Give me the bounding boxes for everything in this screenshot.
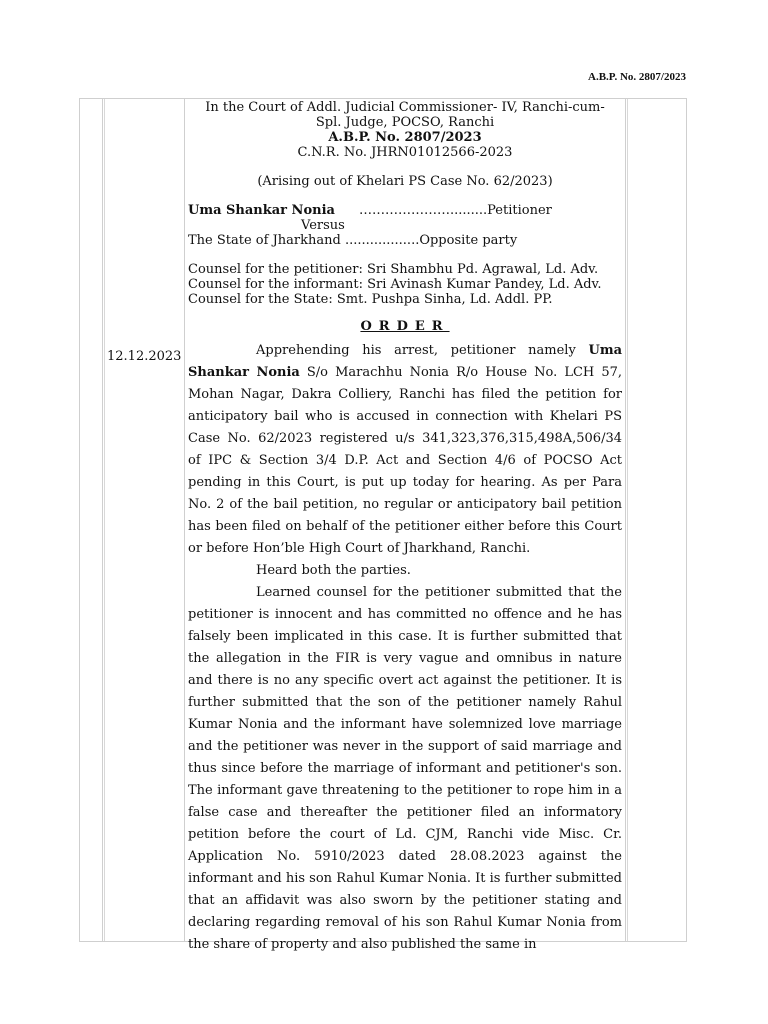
arising-out-of: (Arising out of Khelari PS Case No. 62/2023) [257, 174, 553, 189]
respondent-line: The State of Jharkhand ..................Opposite party [188, 233, 518, 248]
order-heading: ORDER [360, 319, 450, 334]
order-paragraph-3: Learned counsel for the petitioner submitted that the petitioner is innocent and has committed no offence and he has falsely been implicated in this case. It is further submitted that the allegation in the FIR is very vague and omnibus in nature and there is no any specific overt act against the petitioner. It is further submitted that the son of the petitioner namely Rahul Kumar Nonia and the informant have solemnized love marriage and the petitioner was never in the support of said marriage and thus since before the marriage of informant and petitioner's son. The informant gave threatening to the petitioner to rope him in a false case and thereafter the petitioner filed an informatory petition before the court of Ld. CJM, Ranchi vide Misc. Cr. Application No. 5910/2023 dated 28.08.2023 against the informant and his son Rahul Kumar Nonia. It is further submitted that an affidavit was also sworn by the petitioner stating and declaring regarding removal of his son Rahul Kumar Nonia from the share of property and also published the same in [188, 585, 622, 952]
order-paragraph-1 [188, 340, 622, 560]
column-divider [184, 99, 185, 941]
order-paragraph-2: Heard both the parties. [256, 563, 411, 578]
court-name-line-2: Spl. Judge, POCSO, Ranchi [315, 115, 495, 130]
column-divider [102, 99, 103, 941]
column-divider [627, 99, 628, 941]
case-number: A.B.P. No. 2807/2023 [328, 130, 482, 145]
page-header-case-number: A.B.P. No. 2807/2023 [588, 71, 686, 83]
paragraph-body: S/o Marachhu Nonia R/o House No. LCH 57, Mohan Nagar, Dakra Colliery, Ranchi has filed the petition for anticipatory bail who is accused in connection with Khelari PS Case No. 62/2023 registered u/s 341,323,376,315,498A,506/34 of IPC & Section 3/4 D.P. Act and Section 4/6 of POCSO Act pending in this Court, is put up today for hearing. As per Para No. 2 of the bail petition, no regular or anticipatory bail petition has been filed on behalf of the petitioner either before this Court or before Hon’ble High Court of Jharkhand, Ranchi. [188, 365, 622, 556]
versus-label: Versus [301, 218, 345, 233]
court-name-line-1: In the Court of Addl. Judicial Commissioner- IV, Ranchi-cum- [205, 100, 605, 115]
counsel-informant: Counsel for the informant: Sri Avinash Kumar Pandey, Ld. Adv. [188, 277, 602, 292]
petitioner-name: Uma Shankar Nonia [188, 203, 335, 218]
petitioner-line [188, 203, 622, 218]
column-divider [625, 99, 626, 941]
counsel-petitioner: Counsel for the petitioner: Sri Shambhu Pd. Agrawal, Ld. Adv. [188, 262, 599, 277]
petitioner-label: ………………….........Petitioner [358, 203, 552, 218]
order-content [188, 100, 622, 956]
petitioner-name-inline: Uma Shankar Nonia [188, 343, 622, 380]
cnr-number: C.N.R. No. JHRN01012566-2023 [297, 145, 513, 160]
paragraph-lead: Apprehending his arrest, petitioner namely [256, 343, 589, 358]
column-divider [104, 99, 105, 941]
order-date: 12.12.2023 [107, 349, 182, 364]
counsel-state: Counsel for the State: Smt. Pushpa Sinha, Ld. Addl. PP. [188, 292, 553, 307]
